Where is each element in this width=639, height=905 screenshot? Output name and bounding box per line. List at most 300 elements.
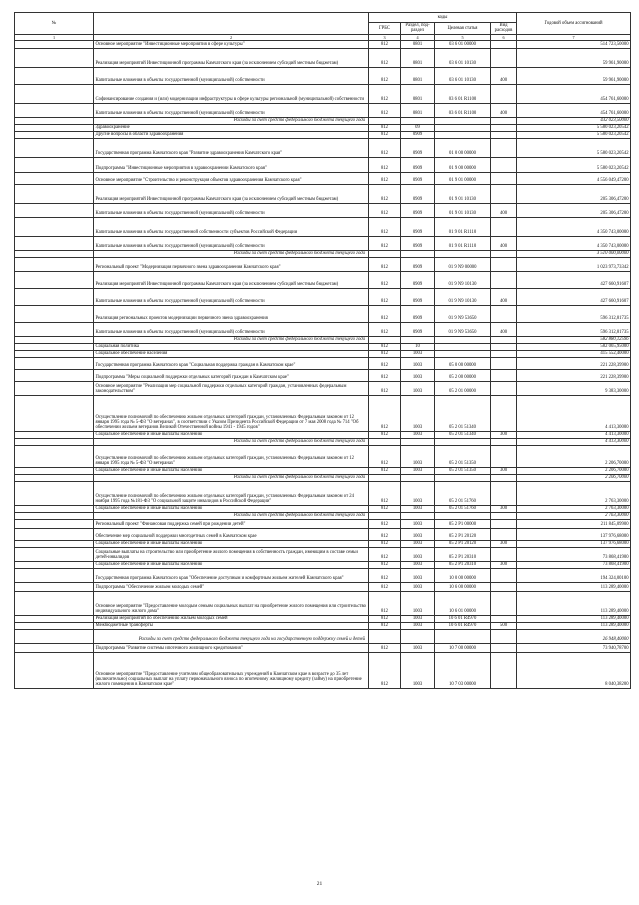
row-grbs bbox=[369, 512, 401, 519]
row-grbs: 812 bbox=[369, 395, 401, 431]
row-amount: 9 383,30000 bbox=[517, 381, 631, 395]
row-grbs: 812 bbox=[369, 540, 401, 547]
row-amount: 2 763,30000 bbox=[517, 505, 631, 512]
row-number bbox=[15, 236, 94, 250]
row-grbs: 812 bbox=[369, 622, 401, 629]
table-row bbox=[15, 203, 631, 217]
table-row bbox=[15, 568, 631, 582]
row-section: 0801 bbox=[401, 67, 435, 84]
row-grbs: 812 bbox=[369, 84, 401, 103]
header-type: Вид расходов bbox=[491, 23, 517, 35]
row-target: 01 9 01 R1110 bbox=[435, 236, 491, 250]
row-expense-type bbox=[491, 582, 517, 591]
row-section: 1003 bbox=[401, 561, 435, 568]
row-number bbox=[15, 512, 94, 519]
row-description: Осуществление полномочий по обеспечению жильем отдельных категорий граждан, установленных Федеральным законом от 12 января 1995 года № 5-ФЗ "О ветеранах", в соответствии с Указом Президента Российской Федерации от 7 мая 2008 года № 714 "Об обеспечении жильем ветеранов Великой Отечественной войны 1941 - 1945 годов" bbox=[94, 395, 369, 431]
row-number bbox=[15, 157, 94, 172]
row-expense-type bbox=[491, 184, 517, 203]
table-row bbox=[15, 236, 631, 250]
row-section: 0909 bbox=[401, 217, 435, 236]
row-description: Другие вопросы в области здравоохранения bbox=[94, 131, 369, 138]
row-amount: 427 660,91607 bbox=[517, 271, 631, 288]
row-amount: 113 289,40000 bbox=[517, 622, 631, 629]
row-expense-type bbox=[491, 305, 517, 322]
row-amount: 26 948,40000 bbox=[517, 629, 631, 643]
row-section: 1003 bbox=[401, 445, 435, 467]
row-grbs: 812 bbox=[369, 305, 401, 322]
row-section: 0909 bbox=[401, 138, 435, 157]
row-description: Капитальные вложения в объекты государственной (муниципальной) собственности bbox=[94, 103, 369, 117]
row-grbs bbox=[369, 474, 401, 481]
row-target: 05 2 P1 20120 bbox=[435, 528, 491, 540]
table-body bbox=[15, 40, 631, 688]
row-amount: 73 940,78700 bbox=[517, 643, 631, 652]
row-target: 01 0 00 00000 bbox=[435, 138, 491, 157]
row-grbs: 812 bbox=[369, 288, 401, 305]
row-description: Расходы за счет средств федерального бюджета текущего года bbox=[94, 474, 369, 481]
row-expense-type bbox=[491, 138, 517, 157]
row-amount: 137 976,68000 bbox=[517, 540, 631, 547]
row-expense-type bbox=[491, 48, 517, 67]
row-section: 0909 bbox=[401, 203, 435, 217]
row-expense-type bbox=[491, 124, 517, 131]
row-target: 05 2 P1 20310 bbox=[435, 561, 491, 568]
row-number bbox=[15, 568, 94, 582]
row-expense-type bbox=[491, 438, 517, 445]
row-grbs: 812 bbox=[369, 67, 401, 84]
row-number bbox=[15, 629, 94, 643]
table-row bbox=[15, 288, 631, 305]
table-row bbox=[15, 547, 631, 561]
row-target: 05 2 01 51760 bbox=[435, 481, 491, 505]
row-expense-type bbox=[491, 250, 517, 257]
row-description: Капитальные вложения в объекты государственной (муниципальной) собственности bbox=[94, 203, 369, 217]
row-target: 10 6 01 R4970 bbox=[435, 622, 491, 629]
row-number bbox=[15, 336, 94, 343]
row-expense-type bbox=[491, 336, 517, 343]
row-description: Расходы за счет средств федерального бюджета текущего года bbox=[94, 438, 369, 445]
table-row bbox=[15, 540, 631, 547]
row-description: Подпрограмма "Меры социальной поддержки отдельных категорий граждан в Камчатском крае" bbox=[94, 369, 369, 381]
row-expense-type: 400 bbox=[491, 67, 517, 84]
row-number bbox=[15, 561, 94, 568]
row-amount: 113 289,40000 bbox=[517, 591, 631, 615]
table-row bbox=[15, 157, 631, 172]
row-grbs: 812 bbox=[369, 582, 401, 591]
row-section: 1003 bbox=[401, 350, 435, 357]
row-number bbox=[15, 528, 94, 540]
row-expense-type bbox=[491, 643, 517, 652]
row-amount: 4 556 049,47200 bbox=[517, 172, 631, 184]
row-target bbox=[435, 250, 491, 257]
row-number bbox=[15, 124, 94, 131]
row-description: Межбюджетные трансферты bbox=[94, 622, 369, 629]
row-section: 0909 bbox=[401, 305, 435, 322]
table-row bbox=[15, 257, 631, 271]
row-target: 05 0 00 00000 bbox=[435, 357, 491, 369]
row-grbs: 812 bbox=[369, 357, 401, 369]
row-description: Реализация мероприятий Инвестиционной программы Камчатского края (за исключением субсидий местным бюджетам) bbox=[94, 48, 369, 67]
row-amount: 454 761,60000 bbox=[517, 84, 631, 103]
row-description: Основное мероприятие "Строительство и реконструкция объектов здравоохранения Камчатского края" bbox=[94, 172, 369, 184]
row-target bbox=[435, 343, 491, 350]
row-amount: 5 580 023,20542 bbox=[517, 131, 631, 138]
table-row bbox=[15, 481, 631, 505]
row-description: Капитальные вложения в объекты государственной (муниципальной) собственности bbox=[94, 67, 369, 84]
row-amount: 221 228,39900 bbox=[517, 369, 631, 381]
row-description: Государственная программа Камчатского края "Социальная поддержка граждан в Камчатском крае" bbox=[94, 357, 369, 369]
row-number bbox=[15, 138, 94, 157]
row-amount: 4 413,30000 bbox=[517, 438, 631, 445]
row-expense-type bbox=[491, 528, 517, 540]
col-index: 7 bbox=[517, 34, 631, 40]
header-num: № bbox=[15, 13, 94, 35]
row-grbs: 812 bbox=[369, 343, 401, 350]
col-index: 5 bbox=[435, 34, 491, 40]
row-grbs bbox=[369, 629, 401, 643]
row-description: Региональный проект "Модернизация первичного звена здравоохранения Камчатского края" bbox=[94, 257, 369, 271]
row-target: 01 9 01 10130 bbox=[435, 203, 491, 217]
row-description: Социальное обеспечение населения bbox=[94, 350, 369, 357]
row-grbs: 812 bbox=[369, 652, 401, 688]
row-target: 01 9 01 R1110 bbox=[435, 217, 491, 236]
row-number bbox=[15, 203, 94, 217]
row-expense-type bbox=[491, 547, 517, 561]
row-number bbox=[15, 271, 94, 288]
row-expense-type bbox=[491, 157, 517, 172]
row-target: 01 9 N9 10130 bbox=[435, 288, 491, 305]
row-section: 0909 bbox=[401, 157, 435, 172]
row-section: 1003 bbox=[401, 505, 435, 512]
row-expense-type: 500 bbox=[491, 622, 517, 629]
row-grbs: 812 bbox=[369, 184, 401, 203]
row-number bbox=[15, 622, 94, 629]
row-target: 05 2 P1 00000 bbox=[435, 519, 491, 528]
row-description: Государственная программа Камчатского края "Обеспечение доступным и комфортным жильем жителей Камчатского края" bbox=[94, 568, 369, 582]
row-grbs: 812 bbox=[369, 217, 401, 236]
table-row bbox=[15, 305, 631, 322]
row-expense-type bbox=[491, 591, 517, 615]
row-description: Реализация мероприятий Инвестиционной программы Камчатского края (за исключением субсидий местным бюджетам) bbox=[94, 184, 369, 203]
table-row bbox=[15, 561, 631, 568]
row-description: Подпрограмма "Инвестиционные мероприятия в здравоохранении Камчатского края" bbox=[94, 157, 369, 172]
row-number bbox=[15, 357, 94, 369]
table-row bbox=[15, 445, 631, 467]
row-target: 05 2 01 00000 bbox=[435, 381, 491, 395]
table-row bbox=[15, 40, 631, 48]
header-grbs: ГРБС bbox=[369, 23, 401, 35]
row-number bbox=[15, 257, 94, 271]
row-target: 03 6 01 10130 bbox=[435, 67, 491, 84]
row-target: 10 0 00 00000 bbox=[435, 568, 491, 582]
row-section: 1003 bbox=[401, 622, 435, 629]
row-expense-type bbox=[491, 652, 517, 688]
row-amount: 582 880,12596 bbox=[517, 336, 631, 343]
row-description: Капитальные вложения в объекты государственной (муниципальной) собственности bbox=[94, 236, 369, 250]
row-expense-type: 400 bbox=[491, 322, 517, 336]
row-target: 03 6 01 R1100 bbox=[435, 84, 491, 103]
table-row bbox=[15, 357, 631, 369]
row-expense-type bbox=[491, 350, 517, 357]
col-index: 4 bbox=[401, 34, 435, 40]
row-target: 10 7 03 00000 bbox=[435, 652, 491, 688]
row-number bbox=[15, 369, 94, 381]
row-target: 05 2 00 00000 bbox=[435, 369, 491, 381]
row-target: 03 6 01 R1100 bbox=[435, 103, 491, 117]
row-grbs: 812 bbox=[369, 568, 401, 582]
row-number bbox=[15, 103, 94, 117]
col-index: 6 bbox=[491, 34, 517, 40]
row-section: 0909 bbox=[401, 184, 435, 203]
row-description: Софинансирование создания и (или) модернизации инфраструктуры в сфере культуры региональной (муниципальной) собственности bbox=[94, 84, 369, 103]
row-number bbox=[15, 67, 94, 84]
row-target bbox=[435, 131, 491, 138]
row-amount: 2 206,70000 bbox=[517, 467, 631, 474]
header-amount: Годовой объем ассигнований bbox=[517, 13, 631, 35]
row-grbs: 812 bbox=[369, 381, 401, 395]
row-target: 01 9 N9 53650 bbox=[435, 322, 491, 336]
row-grbs: 812 bbox=[369, 615, 401, 622]
row-section: 1003 bbox=[401, 547, 435, 561]
row-expense-type bbox=[491, 369, 517, 381]
row-target: 10 6 00 00000 bbox=[435, 582, 491, 591]
row-grbs: 812 bbox=[369, 48, 401, 67]
row-grbs: 812 bbox=[369, 445, 401, 467]
row-section: 0909 bbox=[401, 271, 435, 288]
row-section: 0909 bbox=[401, 131, 435, 138]
row-description: Расходы за счет средств федерального бюджета текущего года bbox=[94, 250, 369, 257]
row-expense-type bbox=[491, 395, 517, 431]
row-description: Реализация мероприятий Инвестиционной программы Камчатского края (за исключением субсидий местным бюджетам) bbox=[94, 271, 369, 288]
row-grbs: 812 bbox=[369, 236, 401, 250]
row-grbs: 812 bbox=[369, 547, 401, 561]
row-amount: 2 206,70000 bbox=[517, 474, 631, 481]
row-description: Реализация мероприятий по обеспечению жильем молодых семей bbox=[94, 615, 369, 622]
federal-note-row bbox=[15, 250, 631, 257]
row-grbs: 812 bbox=[369, 172, 401, 184]
row-section: 1003 bbox=[401, 395, 435, 431]
row-description: Капитальные вложения в объекты государственной (муниципальной) собственности bbox=[94, 322, 369, 336]
row-description: Основное мероприятие "Инвестиционные мероприятия в сфере культуры" bbox=[94, 40, 369, 48]
row-number bbox=[15, 643, 94, 652]
row-expense-type: 400 bbox=[491, 288, 517, 305]
row-section: 1003 bbox=[401, 615, 435, 622]
row-expense-type: 300 bbox=[491, 561, 517, 568]
row-amount: 8 040,38200 bbox=[517, 652, 631, 688]
row-grbs bbox=[369, 336, 401, 343]
row-section bbox=[401, 629, 435, 643]
row-grbs: 812 bbox=[369, 591, 401, 615]
row-expense-type bbox=[491, 629, 517, 643]
row-section: 0909 bbox=[401, 236, 435, 250]
row-expense-type bbox=[491, 271, 517, 288]
table-row bbox=[15, 103, 631, 117]
row-expense-type bbox=[491, 117, 517, 124]
row-grbs: 812 bbox=[369, 203, 401, 217]
row-target: 05 2 01 51350 bbox=[435, 467, 491, 474]
row-grbs: 812 bbox=[369, 643, 401, 652]
row-amount: 4 350 743,00000 bbox=[517, 217, 631, 236]
table-row bbox=[15, 369, 631, 381]
row-amount: 2 763,30000 bbox=[517, 512, 631, 519]
row-amount: 73 868,41900 bbox=[517, 547, 631, 561]
table-row bbox=[15, 67, 631, 84]
table-row bbox=[15, 467, 631, 474]
table-row bbox=[15, 84, 631, 103]
row-amount: 3 510 000,00000 bbox=[517, 250, 631, 257]
row-grbs: 812 bbox=[369, 271, 401, 288]
row-amount: 221 228,39900 bbox=[517, 357, 631, 369]
row-amount: 59 961,90000 bbox=[517, 48, 631, 67]
row-section: 1003 bbox=[401, 519, 435, 528]
row-section bbox=[401, 512, 435, 519]
table-row bbox=[15, 381, 631, 395]
row-expense-type bbox=[491, 40, 517, 48]
row-grbs: 812 bbox=[369, 350, 401, 357]
row-description: Социальное обеспечение и иные выплаты населению bbox=[94, 505, 369, 512]
header-codes: коды bbox=[369, 13, 517, 23]
row-amount: 4 413,30000 bbox=[517, 431, 631, 438]
row-target bbox=[435, 350, 491, 357]
row-section: 0801 bbox=[401, 84, 435, 103]
row-section: 0909 bbox=[401, 288, 435, 305]
row-amount: 4 413,30000 bbox=[517, 395, 631, 431]
row-number bbox=[15, 431, 94, 438]
row-section: 1003 bbox=[401, 481, 435, 505]
row-grbs: 812 bbox=[369, 369, 401, 381]
row-amount: 427 660,91607 bbox=[517, 288, 631, 305]
table-row bbox=[15, 48, 631, 67]
row-target: 10 6 01 R4970 bbox=[435, 615, 491, 622]
row-target bbox=[435, 438, 491, 445]
row-section bbox=[401, 336, 435, 343]
row-number bbox=[15, 217, 94, 236]
row-amount: 205 306,47200 bbox=[517, 203, 631, 217]
row-number bbox=[15, 381, 94, 395]
row-target: 05 2 01 51350 bbox=[435, 445, 491, 467]
row-section: 1003 bbox=[401, 357, 435, 369]
row-target bbox=[435, 336, 491, 343]
row-description: Реализация региональных проектов модернизации первичного звена здравоохранения bbox=[94, 305, 369, 322]
row-number bbox=[15, 305, 94, 322]
row-expense-type: 300 bbox=[491, 540, 517, 547]
row-amount: 432 023,50000 bbox=[517, 117, 631, 124]
table-row bbox=[15, 643, 631, 652]
row-description: Здравоохранение bbox=[94, 124, 369, 131]
federal-note-row bbox=[15, 438, 631, 445]
row-expense-type bbox=[491, 172, 517, 184]
row-target bbox=[435, 512, 491, 519]
row-grbs: 812 bbox=[369, 561, 401, 568]
row-target: 03 6 01 10130 bbox=[435, 48, 491, 67]
row-amount: 73 868,41900 bbox=[517, 561, 631, 568]
row-grbs: 812 bbox=[369, 103, 401, 117]
row-target bbox=[435, 117, 491, 124]
row-description: Обеспечение мер социальной поддержки многодетных семей в Камчатском крае bbox=[94, 528, 369, 540]
row-number bbox=[15, 615, 94, 622]
row-amount: 59 961,90000 bbox=[517, 67, 631, 84]
row-section: 09 bbox=[401, 124, 435, 131]
row-number bbox=[15, 48, 94, 67]
table-row bbox=[15, 343, 631, 350]
row-number bbox=[15, 438, 94, 445]
row-number bbox=[15, 40, 94, 48]
row-section: 1003 bbox=[401, 369, 435, 381]
row-section: 1003 bbox=[401, 540, 435, 547]
row-section: 0909 bbox=[401, 257, 435, 271]
row-grbs: 812 bbox=[369, 528, 401, 540]
row-section: 1003 bbox=[401, 431, 435, 438]
table-row bbox=[15, 615, 631, 622]
row-description: Расходы за счет средств федерального бюджета текущего года bbox=[94, 512, 369, 519]
row-expense-type bbox=[491, 512, 517, 519]
row-number bbox=[15, 350, 94, 357]
row-expense-type bbox=[491, 84, 517, 103]
row-target: 01 9 01 10130 bbox=[435, 184, 491, 203]
row-expense-type: 300 bbox=[491, 505, 517, 512]
federal-note-row bbox=[15, 474, 631, 481]
row-section bbox=[401, 474, 435, 481]
row-description: Социальное обеспечение и иные выплаты населению bbox=[94, 467, 369, 474]
col-index: 1 bbox=[15, 34, 94, 40]
header-section: Раздел, под-раздел bbox=[401, 23, 435, 35]
row-target bbox=[435, 629, 491, 643]
row-amount: 1 023 973,73342 bbox=[517, 257, 631, 271]
row-amount: 2 763,30000 bbox=[517, 481, 631, 505]
federal-note-row bbox=[15, 117, 631, 124]
row-grbs: 812 bbox=[369, 519, 401, 528]
row-expense-type bbox=[491, 519, 517, 528]
row-section: 1003 bbox=[401, 568, 435, 582]
header-name bbox=[94, 13, 369, 35]
row-number bbox=[15, 505, 94, 512]
row-number bbox=[15, 540, 94, 547]
row-number bbox=[15, 547, 94, 561]
row-number bbox=[15, 395, 94, 431]
table-row bbox=[15, 138, 631, 157]
table-row bbox=[15, 322, 631, 336]
table-row bbox=[15, 528, 631, 540]
row-amount: 2 206,70000 bbox=[517, 445, 631, 467]
row-amount: 5 580 023,20542 bbox=[517, 124, 631, 131]
row-amount: 211 845,09900 bbox=[517, 519, 631, 528]
row-expense-type: 400 bbox=[491, 236, 517, 250]
row-description: Социальные выплаты на строительство или приобретение жилого помещения в собственность граждан, имеющим в составе семьи детей-инвалидов bbox=[94, 547, 369, 561]
row-target: 03 6 01 00000 bbox=[435, 40, 491, 48]
row-description: Основное мероприятие "Реализация мер социальной поддержки отдельных категорий граждан, установленных федеральным законодательством" bbox=[94, 381, 369, 395]
row-target bbox=[435, 474, 491, 481]
row-amount: 4 350 743,00000 bbox=[517, 236, 631, 250]
row-grbs bbox=[369, 250, 401, 257]
row-grbs: 812 bbox=[369, 481, 401, 505]
table-row bbox=[15, 124, 631, 131]
row-description: Расходы за счет средств федерального бюджета текущего года bbox=[94, 336, 369, 343]
row-target: 05 2 01 51340 bbox=[435, 395, 491, 431]
row-expense-type bbox=[491, 381, 517, 395]
row-target: 01 9 N9 10130 bbox=[435, 271, 491, 288]
row-amount: 113 289,40000 bbox=[517, 582, 631, 591]
row-section: 1003 bbox=[401, 381, 435, 395]
budget-sheet bbox=[14, 12, 630, 689]
row-number bbox=[15, 343, 94, 350]
row-grbs: 812 bbox=[369, 124, 401, 131]
row-section: 1003 bbox=[401, 528, 435, 540]
row-description: Основное мероприятие "Предоставление молодым семьям социальных выплат на приобретение жилого помещения или строительство индивидуального жилого дома" bbox=[94, 591, 369, 615]
row-number bbox=[15, 322, 94, 336]
row-section bbox=[401, 117, 435, 124]
row-section: 1003 bbox=[401, 652, 435, 688]
row-grbs: 812 bbox=[369, 505, 401, 512]
